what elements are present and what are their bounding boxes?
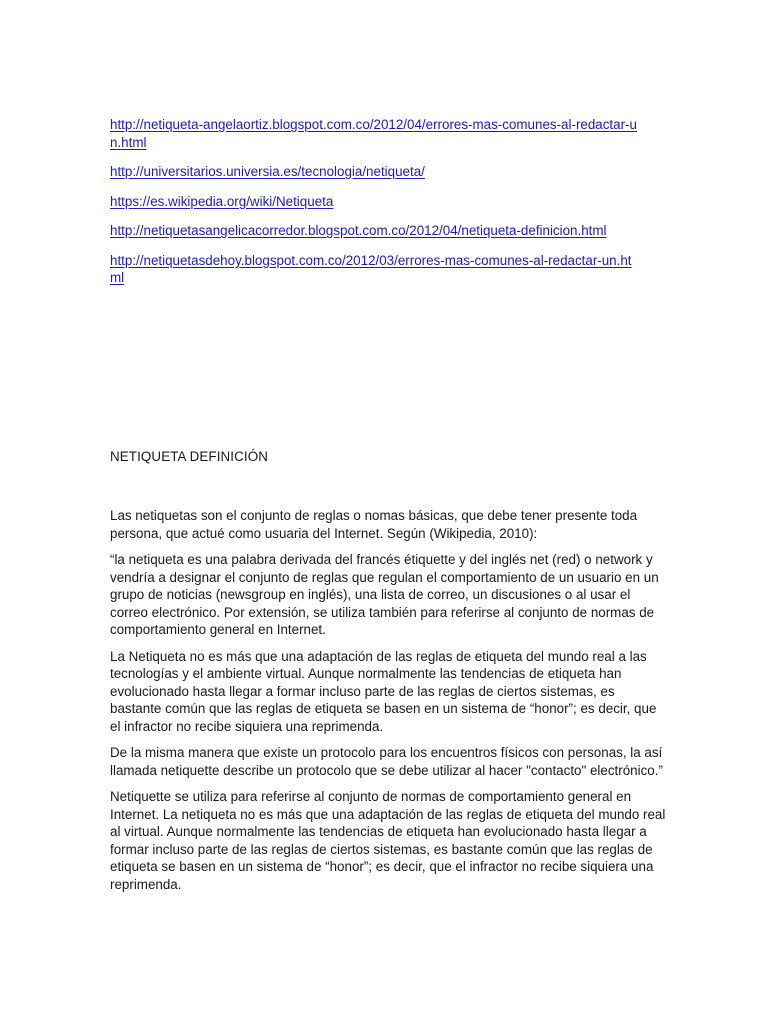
paragraph-adaptation: La Netiqueta no es más que una adaptación de las reglas de etiqueta del mundo real a las tecnologías y el ambiente virtual. Aunque normalmente las tendencias de etiqueta han evolucionado hasta llegar a formar incluso parte de las reglas de ciertos sistemas, es bastante común que las reglas de etiqueta se basen en un sistema de “honor”; es decir, que el infractor no recibe siquiera una reprimenda. bbox=[110, 648, 657, 734]
reference-link-3[interactable]: https://es.wikipedia.org/wiki/Netiqueta bbox=[110, 193, 334, 209]
reference-link-5[interactable]: http://netiquetasdehoy.blogspot.com.co/2012/03/errores-mas-comunes-al-redactar-un.html bbox=[110, 252, 632, 285]
paragraph-quote-definition: “la netiqueta es una palabra derivada del francés étiquette y del inglés net (red) o network y vendría a designar el conjunto de reglas que regulan el comportamiento de un usuario en un grupo de noticias (newsgroup en inglés), una lista de correo, un discusiones o al usar el correo electrónico. Por extensión, se utiliza también para referirse al conjunto de normas de comportamiento general en Internet. bbox=[110, 552, 659, 637]
paragraph-protocol: De la misma manera que existe un protocolo para los encuentros físicos con personas, la así llamada netiquette describe un protocolo que se debe utilizar al hacer "contacto" electrónico.” bbox=[110, 745, 663, 778]
reference-link-2[interactable]: http://universitarios.universia.es/tecnologia/netiqueta/ bbox=[110, 164, 425, 179]
reference-link-1[interactable]: http://netiqueta-angelaortiz.blogspot.com.co/2012/04/errores-mas-comunes-al-redactar-un.html bbox=[110, 117, 637, 150]
reference-link-4[interactable]: http://netiquetasangelicacorredor.blogspot.com.co/2012/04/netiqueta-definicion.html bbox=[110, 223, 607, 238]
section-heading: NETIQUETA DEFINICIÓN bbox=[110, 449, 268, 464]
reference-links bbox=[110, 116, 670, 299]
paragraph-intro: Las netiquetas son el conjunto de reglas o nomas básicas, que debe tener presente toda persona, que actué como usuaria del Internet. Según (Wikipedia, 2010): bbox=[110, 508, 638, 541]
paragraph-netiquette-usage: Netiquette se utiliza para referirse al conjunto de normas de comportamiento general en Internet. La netiqueta no es más que una adaptación de las reglas de etiqueta del mundo real al virtual. Aunque normalmente las tendencias de etiqueta han evolucionado hasta llegar a formar incluso parte de las reglas de ciertos sistemas, es bastante común que las reglas de etiqueta se basen en un sistema de “honor”; es decir, que el infractor no recibe siquiera una reprimenda. bbox=[110, 789, 666, 892]
body-text bbox=[110, 507, 666, 902]
